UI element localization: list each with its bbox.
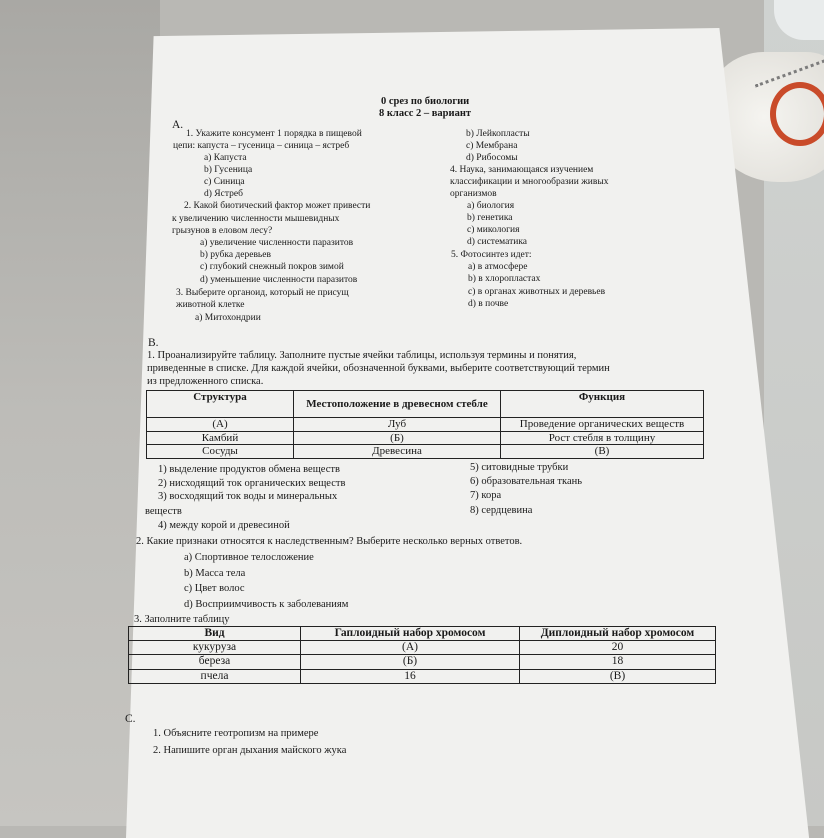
a-left-line: грызунов в еловом лесу?	[172, 226, 273, 236]
c-item: 1. Объясните геотропизм на примере	[153, 728, 319, 739]
a-right-line: b) в хлоропластах	[468, 274, 541, 284]
table-row	[147, 445, 704, 459]
table-cell: береза	[129, 655, 301, 669]
table-cell: (Б)	[294, 431, 501, 445]
a-left-line: 3. Выберите органоид, который не присущ	[176, 288, 349, 298]
term-right: 6) образовательная ткань	[470, 476, 583, 487]
a-right-line: d) в почве	[468, 299, 509, 309]
term-left: веществ	[145, 506, 182, 517]
b-task2-option: b) Масса тела	[184, 568, 246, 579]
table-cell: (В)	[520, 669, 716, 683]
a-right-line: 4. Наука, занимающаяся изучением	[450, 165, 594, 175]
table-row	[129, 655, 716, 669]
table-cell: (А)	[147, 418, 294, 432]
a-right-line: c) в органах животных и деревьев	[468, 287, 606, 297]
term-right: 7) кора	[470, 490, 502, 501]
a-left-line: а) увеличение численности паразитов	[200, 238, 354, 248]
a-right-line: c) микология	[467, 225, 520, 235]
term-left: 2) нисходящий ток органических веществ	[158, 478, 346, 489]
a-right-line: организмов	[450, 189, 497, 199]
a-left-line: животной клетке	[176, 300, 245, 310]
table-cell: Проведение органических веществ	[501, 418, 704, 432]
term-left: 3) восходящий ток воды и минеральных	[158, 491, 338, 502]
b-task2-option: c) Цвет волос	[184, 583, 245, 594]
a-right-line: а) биология	[467, 201, 515, 211]
a-right-line: c) Мембрана	[466, 141, 518, 151]
a-left-line: а) Капуста	[204, 153, 247, 163]
a-right-line: b) Лейкопласты	[466, 129, 530, 139]
table-cell: Древесина	[294, 445, 501, 459]
table-cell: 20	[520, 641, 716, 655]
table-header: Диплоидный набор хромосом	[520, 627, 716, 641]
b-task3-title: 3. Заполните таблицу	[134, 614, 230, 625]
table-header: Функция	[501, 391, 704, 418]
a-left-line: 2. Какой биотический фактор может привести	[184, 201, 371, 211]
table-cell: (А)	[301, 641, 520, 655]
term-right: 8) сердцевина	[470, 505, 533, 516]
a-left-line: к увеличению численности мышевидных	[172, 214, 340, 224]
table-cell: кукуруза	[129, 641, 301, 655]
table-cell: Камбий	[147, 431, 294, 445]
table-row	[129, 641, 716, 655]
term-left: 4) между корой и древесиной	[158, 520, 290, 531]
table-header: Местоположение в древесном стебле	[294, 391, 501, 418]
structures-table	[146, 390, 704, 459]
a-right-line: 5. Фотосинтез идет:	[451, 250, 532, 260]
table-cell: (В)	[501, 445, 704, 459]
a-left-line: цепи: капуста – гусеница – синица – ястреб	[173, 141, 350, 151]
section-a-label: А.	[172, 119, 184, 131]
title-line-2: 8 класс 2 – вариант	[379, 108, 472, 119]
term-right: 5) ситовидные трубки	[470, 462, 569, 473]
table-cell: 18	[520, 655, 716, 669]
a-right-line: d) систематика	[467, 237, 528, 247]
b-task2-question: 2. Какие признаки относятся к наследственным? Выберите несколько верных ответов.	[136, 536, 523, 547]
table-cell: Луб	[294, 418, 501, 432]
table-cell: (Б)	[301, 655, 520, 669]
c-item: 2. Напишите орган дыхания майского жука	[153, 745, 347, 756]
b-task1-line: приведенные в списке. Для каждой ячейки, обозначенной буквами, выберите соответствующий термин	[147, 363, 610, 374]
table-header: Вид	[129, 627, 301, 641]
a-left-line: d) Ястреб	[204, 189, 243, 199]
term-left: 1) выделение продуктов обмена веществ	[158, 464, 340, 475]
table-header: Структура	[147, 391, 294, 418]
b-task2-option: а) Спортивное телосложение	[184, 552, 314, 563]
a-right-line: классификации и многообразии живых	[450, 177, 609, 187]
title-line-1: 0 срез по биологии	[381, 96, 470, 107]
table-row	[147, 418, 704, 432]
a-left-line: b) рубка деревьев	[200, 250, 271, 260]
a-left-line: а) Митохондрии	[195, 313, 261, 323]
b-task1-line: 1. Проанализируйте таблицу. Заполните пустые ячейки таблицы, используя термины и понятия,	[147, 350, 577, 361]
table-cell: 16	[301, 669, 520, 683]
a-left-line: b) Гусеница	[204, 165, 253, 175]
b-task2-option: d) Восприимчивость к заболеваниям	[184, 599, 349, 610]
a-right-line: d) Рибосомы	[466, 153, 518, 163]
chromosome-table	[128, 626, 716, 684]
table-row	[147, 431, 704, 445]
section-b-label: В.	[148, 337, 159, 349]
table-cell: пчела	[129, 669, 301, 683]
a-left-line: d) уменьшение численности паразитов	[200, 275, 358, 285]
table-cell: Рост стебля в толщину	[501, 431, 704, 445]
section-c-label: С.	[125, 713, 136, 725]
a-right-line: b) генетика	[467, 213, 513, 223]
table-cell: Сосуды	[147, 445, 294, 459]
table-row	[129, 669, 716, 683]
a-left-line: c) глубокий снежный покров зимой	[200, 262, 344, 272]
a-right-line: а) в атмосфере	[468, 262, 528, 272]
a-left-line: 1. Укажите консумент 1 порядка в пищевой	[186, 129, 362, 139]
b-task1-line: из предложенного списка.	[147, 376, 264, 387]
a-left-line: c) Синица	[204, 177, 245, 187]
table-header: Гаплоидный набор хромосом	[301, 627, 520, 641]
